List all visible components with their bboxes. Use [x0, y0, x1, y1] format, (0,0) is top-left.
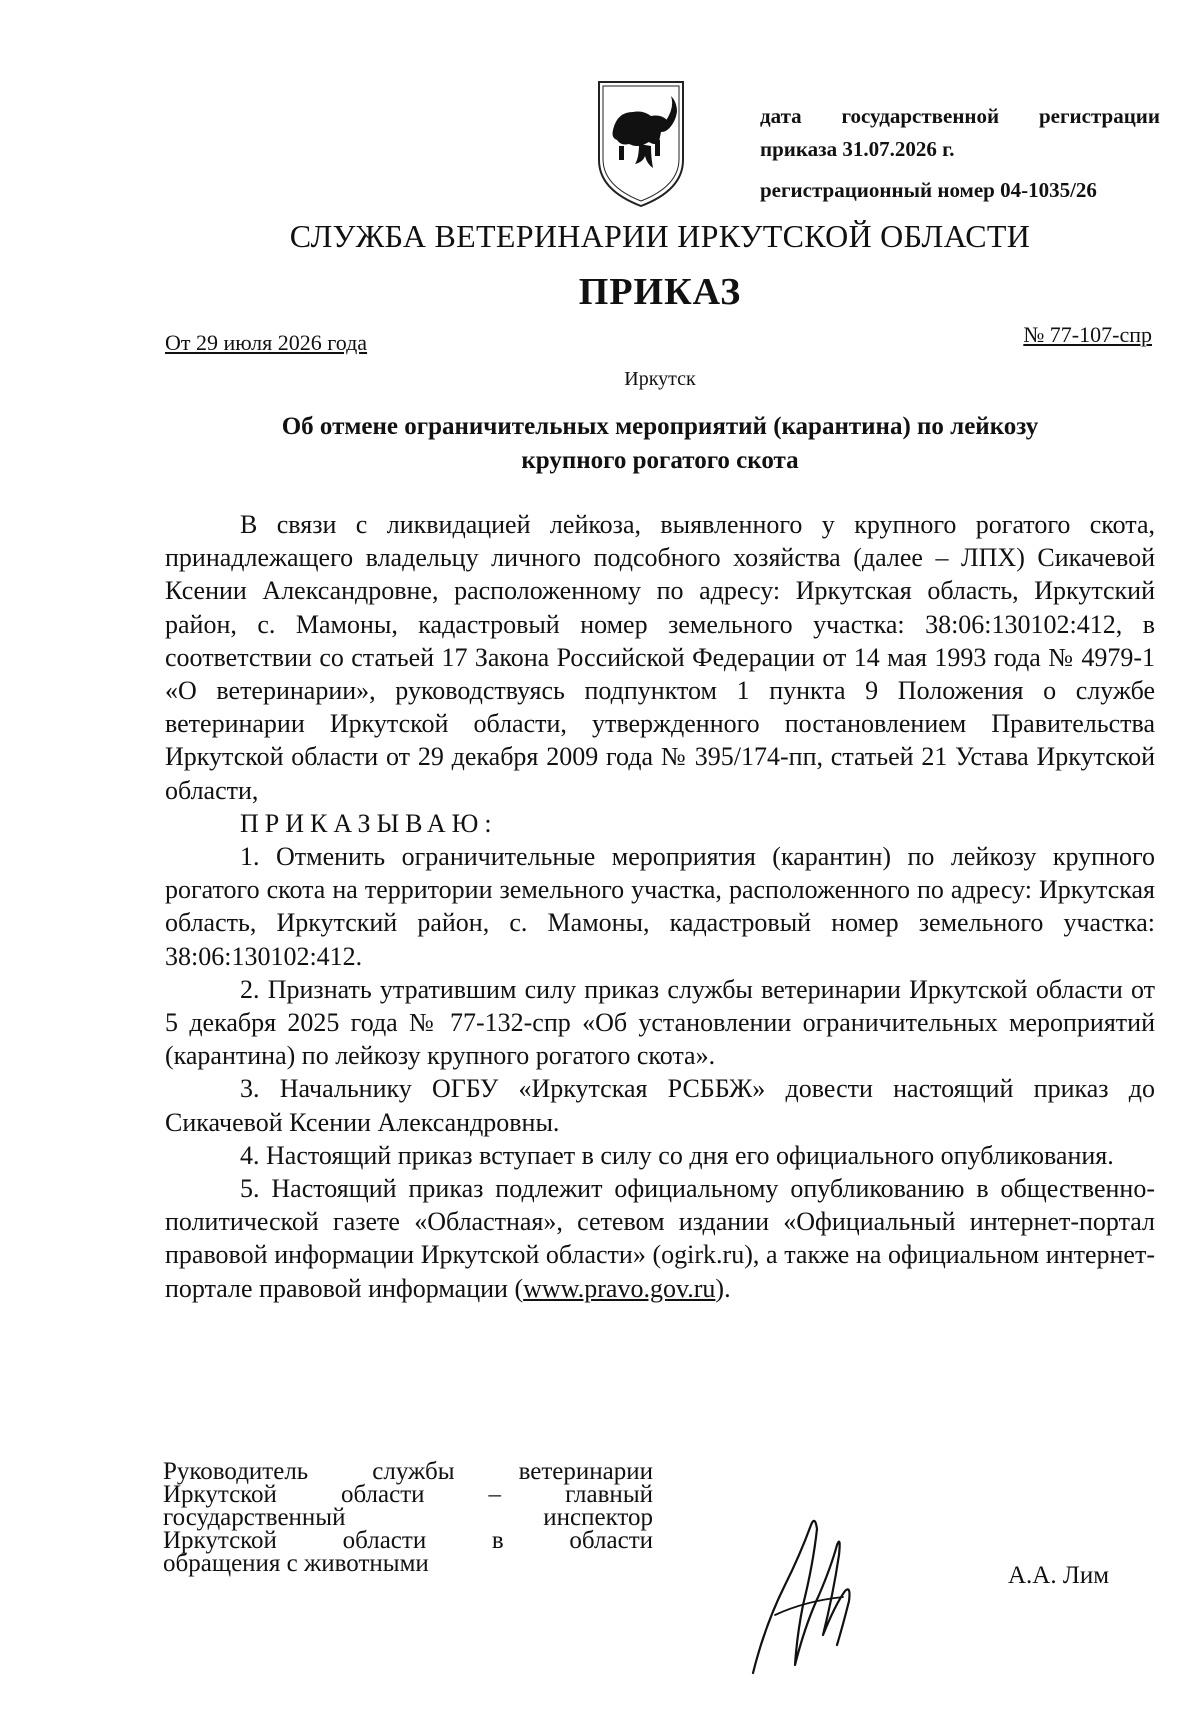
registration-date-label: дата государственной регистрации — [760, 104, 1160, 128]
order-item-5-end: ). — [715, 1273, 731, 1303]
document-title — [165, 410, 1155, 478]
signatory-line: обращения с животными — [163, 1550, 429, 1577]
order-city: Иркутск — [624, 368, 696, 390]
order-date: От 29 июля 2026 года — [165, 330, 368, 355]
handwritten-signature-icon — [745, 1505, 860, 1680]
signatory-line: государственный инспектор — [163, 1504, 653, 1531]
document-body — [165, 508, 1155, 1305]
order-item-1: 1. Отменить ограничительные мероприятия (карантин) по лейкозу крупного рогатого скота на территории земельного участка, расположенного по адресу: Иркутская область, Иркутский район, с. Мамоны, кадастровый номер земельного участка: 38:06:130102:412. — [165, 842, 1155, 971]
order-item-5-text: 5. Настоящий приказ подлежит официальному опубликованию в общественно-политической газете «Областная», сетевом издании «Официальный интернет-портал правовой информации Иркутской области» (ogirk.ru), а также на официальном интернет-портале правовой информации ( — [165, 1174, 1155, 1303]
order-item-4: 4. Настоящий приказ вступает в силу со дня его официального опубликования. — [240, 1140, 1114, 1170]
agency-name: СЛУЖБА ВЕТЕРИНАРИИ ИРКУТСКОЙ ОБЛАСТИ — [289, 218, 1031, 254]
signer-name: А.А. Лим — [1008, 1562, 1110, 1589]
irkutsk-coat-of-arms-icon — [595, 72, 687, 212]
document-type: ПРИКАЗ — [578, 271, 742, 313]
order-item-3: 3. Начальнику ОГБУ «Иркутская РСББЖ» довести настоящий приказ до Сикачевой Ксении Александровны. — [165, 1074, 1155, 1137]
signatory-line: Иркутской области в области — [163, 1527, 653, 1554]
registration-number: регистрационный номер 04-1035/26 — [760, 178, 1097, 202]
document-title-line: Об отмене ограничительных мероприятий (карантина) по лейкозу — [281, 413, 1039, 440]
document-title-line: крупного рогатого скота — [521, 447, 799, 474]
preamble-paragraph: В связи с ликвидацией лейкоза, выявленного у крупного рогатого скота, принадлежащего владельцу личного подсобного хозяйства (далее – ЛПХ) Сикачевой Ксении Александровне, расположенному по адресу: Иркутская область, Иркутский район, с. Мамоны, кадастровый номер земельного участка: 38:06:130102:412, в соответствии со статьей 17 Закона Российской Федерации от 14 мая 1993 года № 4979-1 «О ветеринарии», руководствуясь подпунктом 1 пункта 9 Положения о службе ветеринарии Иркутской области, утвержденного постановлением Правительства Иркутской области от 29 декабря 2009 года № 395/174-пп, статьей 21 Устава Иркутской области, — [165, 510, 1155, 805]
pravo-link[interactable]: www.pravo.gov.ru — [523, 1273, 716, 1303]
order-item-5 — [165, 1172, 1155, 1305]
signatory-line: Иркутской области – главный — [163, 1481, 653, 1508]
order-item-2: 2. Признать утратившим силу приказ службы ветеринарии Иркутской области от 5 декабря 2025 года № 77-132-спр «Об установлении ограничительных мероприятий (карантина) по лейкозу крупного рогатого скота». — [165, 974, 1155, 1071]
order-number: № 77-107-спр — [1023, 322, 1152, 347]
order-word: ПРИКАЗЫВАЮ: — [240, 808, 498, 838]
registration-info — [760, 100, 1160, 207]
signatory-line: Руководитель службы ветеринарии — [163, 1458, 653, 1485]
registration-date: приказа 31.07.2026 г. — [760, 137, 955, 161]
signatory-position — [163, 1460, 653, 1575]
